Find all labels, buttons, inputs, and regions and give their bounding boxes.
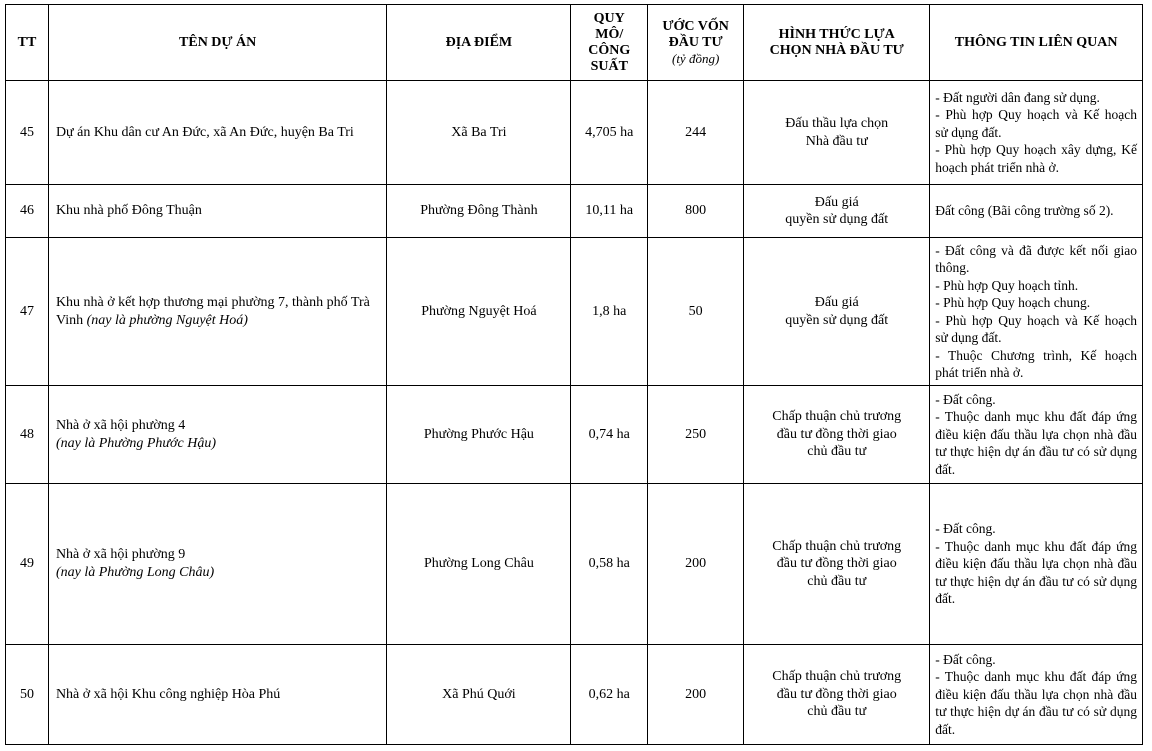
header-capital-unit: (tỷ đồng): [671, 50, 720, 66]
table-row: [6, 81, 1143, 185]
row-info: - Đất công. - Thuộc danh mục khu đất đáp ứng điều kiện đấu thầu lựa chọn nhà đầu tư thực hiện dự án đầu tư có sử dụng đất.: [930, 386, 1143, 484]
row-scale: 4,705 ha: [571, 81, 648, 185]
table-row: [6, 238, 1143, 386]
row-capital: 200: [648, 484, 744, 645]
table-row: [6, 484, 1143, 645]
row-method: Đấu giá quyền sử dụng đất: [744, 185, 930, 238]
row-tt: 48: [6, 386, 49, 484]
row-scale: 0,74 ha: [571, 386, 648, 484]
row-method: Chấp thuận chủ trương đầu tư đồng thời giao chủ đầu tư: [744, 484, 930, 645]
row-method: Đấu thầu lựa chọn Nhà đầu tư: [744, 81, 930, 185]
row-info: - Đất công và đã được kết nối giao thông. - Phù hợp Quy hoạch tỉnh. - Phù hợp Quy hoạch chung. - Phù hợp Quy hoạch và Kế hoạch sử dụng đất. - Thuộc Chương trình, Kế hoạch phát triển nhà ở.: [930, 238, 1143, 386]
header-location: ĐỊA ĐIỂM: [387, 5, 571, 81]
table-row: [6, 386, 1143, 484]
header-name: TÊN DỰ ÁN: [48, 5, 386, 81]
header-scale: QUY MÔ/ CÔNG SUẤT: [571, 5, 648, 81]
row-method: Chấp thuận chủ trương đầu tư đồng thời giao chủ đầu tư: [744, 645, 930, 745]
row-project-name: Dự án Khu dân cư An Đức, xã An Đức, huyện Ba Tri: [48, 81, 386, 185]
row-scale: 1,8 ha: [571, 238, 648, 386]
row-project-name: Nhà ở xã hội phường 4 (nay là Phường Phước Hậu): [48, 386, 386, 484]
row-method: Đấu giá quyền sử dụng đất: [744, 238, 930, 386]
projects-table: [5, 4, 1143, 745]
row-scale: 0,62 ha: [571, 645, 648, 745]
row-tt: 45: [6, 81, 49, 185]
row-project-name: Khu nhà phố Đông Thuận: [48, 185, 386, 238]
header-capital: ƯỚC VỐN ĐẦU TƯ (tỷ đồng): [648, 5, 744, 81]
row-info: - Đất công. - Thuộc danh mục khu đất đáp ứng điều kiện đấu thầu lựa chọn nhà đầu tư thực hiện dự án đầu tư có sử dụng đất.: [930, 484, 1143, 645]
row-project-name: Nhà ở xã hội Khu công nghiệp Hòa Phú: [48, 645, 386, 745]
header-method: HÌNH THỨC LỰA CHỌN NHÀ ĐẦU TƯ: [744, 5, 930, 81]
row-project-name: Nhà ở xã hội phường 9 (nay là Phường Long Châu): [48, 484, 386, 645]
row-location: Phường Nguyệt Hoá: [387, 238, 571, 386]
row-capital: 244: [648, 81, 744, 185]
table-row: [6, 185, 1143, 238]
row-info: - Đất công. - Thuộc danh mục khu đất đáp ứng điều kiện đấu thầu lựa chọn nhà đầu tư thực hiện dự án đầu tư có sử dụng đất.: [930, 645, 1143, 745]
row-scale: 10,11 ha: [571, 185, 648, 238]
header-tt: TT: [6, 5, 49, 81]
row-location: Phường Phước Hậu: [387, 386, 571, 484]
row-tt: 50: [6, 645, 49, 745]
row-capital: 250: [648, 386, 744, 484]
row-capital: 50: [648, 238, 744, 386]
header-row: [6, 5, 1143, 81]
row-capital: 200: [648, 645, 744, 745]
row-tt: 46: [6, 185, 49, 238]
row-location: Xã Phú Quới: [387, 645, 571, 745]
row-location: Phường Đông Thành: [387, 185, 571, 238]
table-row: [6, 645, 1143, 745]
row-info: Đất công (Bãi công trường số 2).: [930, 185, 1143, 238]
row-location: Phường Long Châu: [387, 484, 571, 645]
row-capital: 800: [648, 185, 744, 238]
row-tt: 49: [6, 484, 49, 645]
row-project-name: Khu nhà ở kết hợp thương mại phường 7, thành phố Trà Vinh (nay là phường Nguyệt Hoá): [48, 238, 386, 386]
row-tt: 47: [6, 238, 49, 386]
row-info: - Đất người dân đang sử dụng. - Phù hợp Quy hoạch và Kế hoạch sử dụng đất. - Phù hợp Quy hoạch xây dựng, Kế hoạch phát triển nhà ở.: [930, 81, 1143, 185]
header-info: THÔNG TIN LIÊN QUAN: [930, 5, 1143, 81]
row-scale: 0,58 ha: [571, 484, 648, 645]
row-location: Xã Ba Tri: [387, 81, 571, 185]
row-method: Chấp thuận chủ trương đầu tư đồng thời giao chủ đầu tư: [744, 386, 930, 484]
